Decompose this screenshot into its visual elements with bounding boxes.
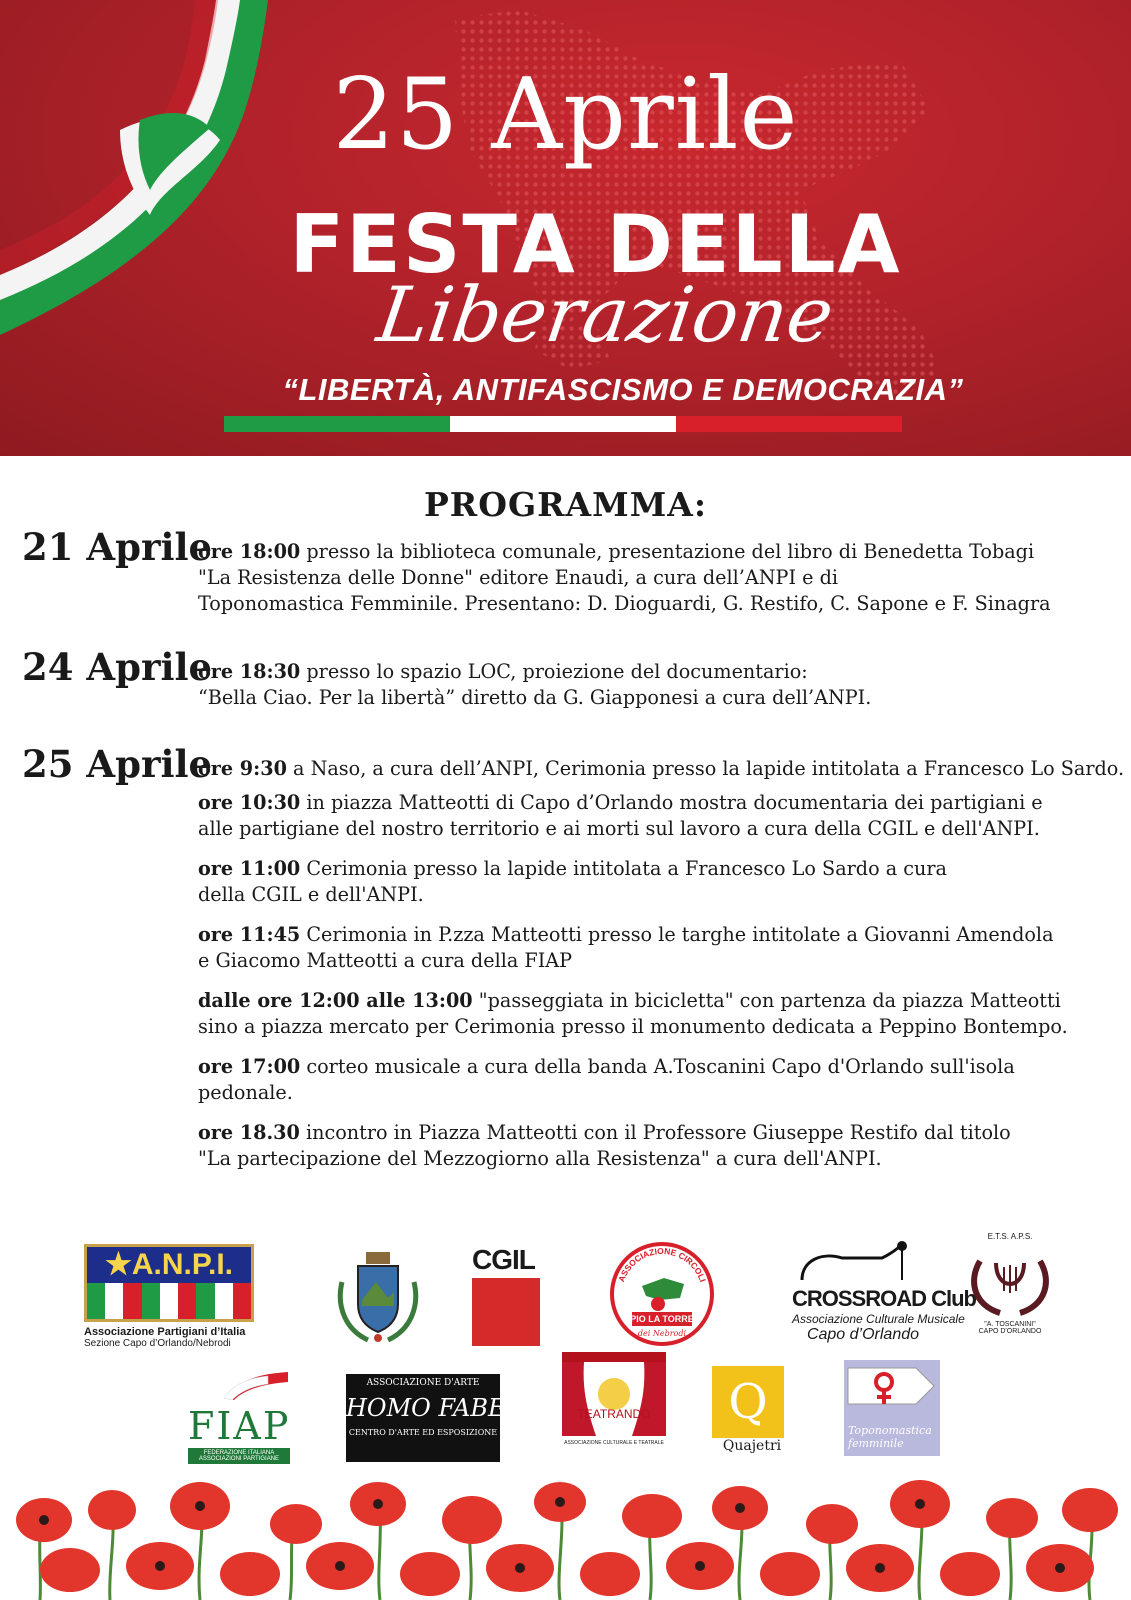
day-events bbox=[198, 756, 1125, 1172]
event-time: ore 10:30 bbox=[198, 791, 301, 814]
event-text: presso lo spazio LOC, proiezione del documentario: bbox=[300, 660, 808, 683]
day-label: 25 Aprile bbox=[22, 742, 213, 786]
event-text: Cerimonia presso la lapide intitolata a Francesco Lo Sardo a cura bbox=[300, 857, 947, 880]
event-time: ore 9:30 bbox=[198, 757, 287, 780]
day-label: 24 Aprile bbox=[22, 645, 213, 689]
title-date: 25 Aprile bbox=[332, 58, 799, 172]
tricolor-bar bbox=[224, 416, 902, 432]
event-text: "passeggiata in bicicletta" con partenza da piazza Matteotti bbox=[472, 989, 1061, 1012]
event-time: ore 18:30 bbox=[198, 660, 301, 683]
event-item bbox=[198, 790, 1098, 842]
event-item bbox=[198, 856, 1098, 908]
toponomastica-text-1: Toponomastica bbox=[848, 1424, 932, 1437]
coat-of-arms-icon bbox=[336, 1252, 420, 1344]
homo-faber-logo bbox=[346, 1374, 524, 1462]
event-time: ore 18.30 bbox=[198, 1121, 300, 1144]
theater-curtain-icon bbox=[562, 1352, 666, 1436]
event-text: “Bella Ciao. Per la libertà” diretto da G. Giapponesi a cura dell’ANPI. bbox=[198, 686, 872, 709]
event-text: in piazza Matteotti di Capo d’Orlando mostra documentaria dei partigiani e bbox=[300, 791, 1043, 814]
pio-la-torre-name: "PIO LA TORRE" bbox=[625, 1314, 699, 1324]
pio-la-torre-badge bbox=[608, 1240, 716, 1348]
tricolor-red bbox=[676, 416, 902, 432]
crossroad-title: CROSSROAD Club bbox=[792, 1286, 976, 1311]
event-item bbox=[198, 539, 1098, 617]
event-time: ore 11:45 bbox=[198, 923, 301, 946]
fiap-logo bbox=[188, 1370, 290, 1464]
flag-icon bbox=[188, 1370, 290, 1400]
event-item bbox=[198, 988, 1098, 1040]
event-item bbox=[198, 1120, 1098, 1172]
teatro-logo bbox=[554, 1352, 674, 1446]
anpi-caption-2: Sezione Capo d’Orlando/Nebrodi bbox=[84, 1338, 231, 1349]
event-text: presso la biblioteca comunale, presentazione del libro di Benedetta Tobagi bbox=[300, 540, 1035, 563]
toscanini-logo bbox=[960, 1232, 1060, 1335]
quajetri-logo bbox=[712, 1366, 792, 1454]
event-item bbox=[198, 756, 1125, 782]
cgil-logo bbox=[472, 1244, 540, 1346]
crossroad-sub: Associazione Culturale Musicale bbox=[792, 1312, 965, 1326]
poppies-decoration bbox=[0, 1470, 1131, 1600]
event-item bbox=[198, 922, 1098, 974]
crossroad-logo bbox=[792, 1240, 976, 1344]
cgil-text: CGIL bbox=[472, 1244, 535, 1275]
guitar-microphone-icon bbox=[792, 1240, 934, 1282]
toponomastica-text-2: femminile bbox=[848, 1437, 904, 1450]
pio-la-torre-sub: dei Nebrodi bbox=[637, 1329, 687, 1338]
cgil-square bbox=[472, 1278, 540, 1346]
homo-faber-name: HOMO FABER bbox=[346, 1394, 524, 1422]
event-text: corteo musicale a cura della banda A.Toscanini Capo d'Orlando sull'isola bbox=[300, 1055, 1015, 1078]
toscanini-top: E.T.S. A.P.S. bbox=[987, 1232, 1033, 1241]
event-time: ore 18:00 bbox=[198, 540, 301, 563]
event-text: alle partigiane del nostro territorio e ai morti sul lavoro a cura della CGIL e dell'ANPI. bbox=[198, 817, 1040, 840]
day-events bbox=[198, 539, 1098, 617]
tricolor-green bbox=[224, 416, 450, 432]
quajetri-name: Quajetri bbox=[722, 1438, 782, 1454]
header-banner bbox=[0, 0, 1131, 456]
event-text: "La partecipazione del Mezzogiorno alla Resistenza" a cura dell'ANPI. bbox=[198, 1147, 882, 1170]
anpi-flags-icon bbox=[87, 1283, 251, 1319]
fiap-band-1: FEDERAZIONE ITALIANA bbox=[203, 1450, 275, 1456]
toscanini-bottom-2: CAPO D'ORLANDO bbox=[978, 1328, 1042, 1335]
fiap-band-2: ASSOCIAZIONI PARTIGIANE bbox=[198, 1456, 280, 1462]
event-text: incontro in Piazza Matteotti con il Professore Giuseppe Restifo dal titolo bbox=[299, 1121, 1011, 1144]
event-time: ore 11:00 bbox=[198, 857, 301, 880]
homo-faber-bottom: CENTRO D'ARTE ED ESPOSIZIONE bbox=[348, 1428, 498, 1437]
tricolor-white bbox=[450, 416, 676, 432]
event-item bbox=[198, 1054, 1098, 1106]
event-text: sino a piazza mercato per Cerimonia presso il monumento dedicata a Peppino Bontempo. bbox=[198, 1015, 1068, 1038]
event-text: a Naso, a cura dell’ANPI, Cerimonia presso la lapide intitolata a Francesco Lo Sardo. bbox=[286, 757, 1125, 780]
event-text: pedonale. bbox=[198, 1081, 293, 1104]
crossroad-city: Capo d’Orlando bbox=[806, 1326, 920, 1343]
fiap-text: FIAP bbox=[188, 1404, 291, 1448]
anpi-caption-1: Associazione Partigiani d’Italia bbox=[84, 1326, 246, 1338]
event-text: della CGIL e dell'ANPI. bbox=[198, 883, 424, 906]
event-time: dalle ore 12:00 alle 13:00 bbox=[198, 989, 473, 1012]
program-title: PROGRAMMA: bbox=[423, 485, 708, 524]
title-festa: FESTA DELLA bbox=[289, 198, 902, 291]
toscanini-bottom-1: "A. TOSCANINI" bbox=[984, 1321, 1036, 1328]
pio-la-torre-top: ASSOCIAZIONE CIRCOLI bbox=[616, 1245, 708, 1284]
event-time: ore 17:00 bbox=[198, 1055, 301, 1078]
day-label: 21 Aprile bbox=[22, 525, 213, 569]
slogan: “LIBERTÀ, ANTIFASCISMO E DEMOCRAZIA” bbox=[282, 372, 964, 407]
pio-la-torre-logo bbox=[608, 1240, 716, 1352]
quajetri-letter: Q bbox=[728, 1374, 768, 1430]
anpi-logo bbox=[84, 1244, 254, 1349]
event-text: Cerimonia in P.zza Matteotti presso le targhe intitolate a Giovanni Amendola bbox=[300, 923, 1054, 946]
teatro-name: TEATRANDO bbox=[577, 1407, 651, 1421]
event-text: "La Resistenza delle Donne" editore Enaudi, a cura dell’ANPI e di bbox=[198, 566, 839, 589]
toponomastica-logo bbox=[844, 1360, 940, 1456]
teatro-caption: ASSOCIAZIONE CULTURALE E TEATRALE bbox=[564, 1440, 664, 1446]
event-item bbox=[198, 659, 1098, 711]
female-sign-icon bbox=[844, 1360, 940, 1420]
event-text: Toponomastica Femminile. Presentano: D. Dioguardi, G. Restifo, C. Sapone e F. Sinagra bbox=[198, 592, 1051, 615]
title-liberazione: Liberazione bbox=[372, 270, 839, 359]
comune-logo bbox=[336, 1252, 420, 1348]
day-events bbox=[198, 659, 1098, 711]
event-text: e Giacomo Matteotti a cura della FIAP bbox=[198, 949, 573, 972]
lyre-wreath-icon bbox=[960, 1241, 1060, 1317]
homo-faber-top: ASSOCIAZIONE D'ARTE bbox=[366, 1378, 480, 1388]
anpi-mark: ★A.N.P.I. bbox=[87, 1247, 251, 1283]
